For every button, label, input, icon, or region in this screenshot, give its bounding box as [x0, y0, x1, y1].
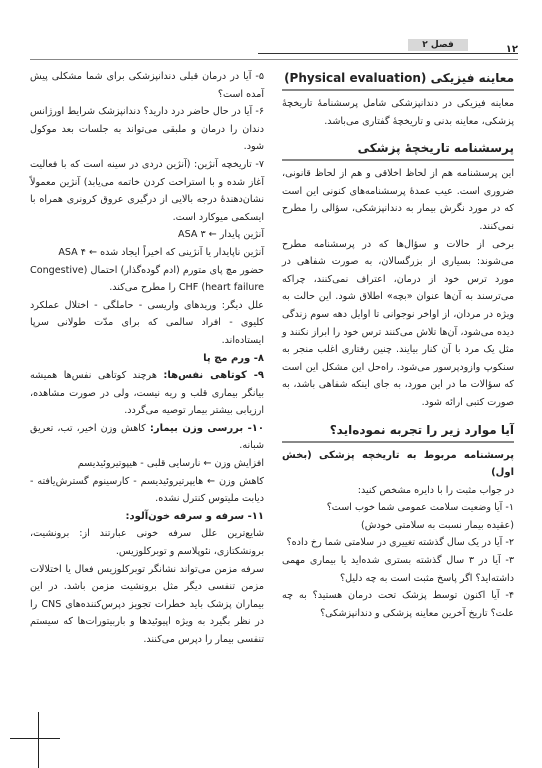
weight-loss: کاهش وزن ← هایپرتیروئیدیسم - کارسینوم گسترش‌یافته - دیابت ملیتوس کنترل نشده. [30, 475, 264, 505]
question-label: ۱۰- بررسی وزن بیمار: [149, 422, 264, 434]
question-item [30, 420, 264, 455]
heading-underline [282, 441, 514, 443]
left-column [30, 68, 264, 649]
question-item: ۵- آیا در درمان قبلی دندانپزشکی برای شما مشکلی پیش آمده است؟ [30, 71, 264, 100]
section-title: معاینه فیزیکی (Physical evaluation) [284, 71, 514, 85]
question-item: ۶- آیا در حال حاضر درد دارید؟ دندانپزشک شرایط اورژانس دندان را درمان و ملبقی می‌تواند به جلسات بعد موکول شود. [30, 106, 264, 153]
page-number: ۱۲ [505, 44, 518, 55]
paragraph: حضور مچ پای متورم (ادم گوده‌گذار) احتمال (Congestive heart failure) CHF را مطرح می‌کند. [30, 264, 264, 294]
paragraph: علل دیگر: وریدهای واریسی - حاملگی - اختلال عملکرد کلیوی - افراد سالمی که برای مدّت طولانی سرپا ایستاده‌اند. [30, 299, 264, 346]
paragraph: شایع‌ترین علل سرفه خونی عبارتند از: برونشیت، برونشکتازی، نئوپلاسم و توبرکلوزیس. [30, 528, 264, 558]
crop-mark [38, 712, 39, 768]
heading-underline [282, 159, 514, 161]
question-item: ۳- آیا در ۳ سال گذشته بستری شده‌اید یا بیماری مهمی داشته‌اید؟ اگر پاسخ مثبت است به چه دلیل؟ [282, 555, 514, 584]
question-item: ۱۱- سرفه و سرفه خون‌آلود: [125, 510, 264, 522]
form-title: پرسشنامه مربوط به تاریخچه پزشکی (بخش اول) [282, 449, 514, 479]
crop-mark [10, 738, 60, 739]
form-intro: در جواب مثبت را با دایره مشخص کنید: [357, 484, 514, 496]
angina-stable: آنژین پایدار ← ASA ۳ [178, 229, 264, 241]
question-text: هرچند کوتاهی نفس‌ها همیشه بیانگر بیماری قلب و ریه نیست، ولی در صورت مشاهده، ارزیابی بیشتر بیمار توصیه می‌گردد. [30, 370, 264, 417]
paragraph: این پرسشنامه هم از لحاظ اخلاقی و هم از لحاظ قانونی، ضروری است. عیب عمدهٔ پرسشنامه‌های کنونی این است که در مورد نگرش بیمار به دندانپزشکی، سؤالی را مطرح نمی‌کنند. [282, 168, 514, 232]
paragraph: معاینه فیزیکی در دندانپزشکی شامل پرسشنامهٔ تاریخچهٔ پزشکی، معاینه بدنی و تاریخچهٔ گفتاری می‌باشد. [282, 98, 514, 127]
section-title: آیا موارد زیر را تجربه نموده‌اید؟ [329, 422, 514, 437]
question-item: ۷- تاریخچه آنژین: (آنژین دردی در سینه است که با فعالیت آغاز شده و با استراحت کردن خاتمه می‌یابد) آنژین معمولاً نشان‌دهندهٔ درجه بالایی از درگیری عروق کرونری همراه با ایسکمی میوکارد است. [30, 158, 264, 223]
angina-unstable: آنژین ناپایدار یا آنژینی که اخیراً ایجاد شده ← ASA ۴ [58, 246, 264, 258]
section-heading-physical [282, 68, 514, 91]
question-item [30, 367, 264, 420]
heading-underline [282, 89, 514, 91]
section-title: پرسشنامه تاریخچهٔ پزشکی [357, 141, 514, 156]
question-item: ۸- ورم مچ پا [203, 352, 264, 364]
question-item: ۴- آیا اکنون توسط پزشک تحت درمان هستید؟ به چه علت؟ تاریخ آخرین معاینه پزشکی و دندانپزشکی؟ [282, 590, 514, 619]
question-item: ۱- آیا وضعیت سلامت عمومی شما خوب است؟ [326, 502, 514, 514]
paragraph: سرفه مزمن می‌تواند نشانگر توبرکلوزیس فعال یا اختلالات مزمن تنفسی دیگر مثل برونشیت مزمن باشد. در این بیماران پزشک باید خطرات تجویز دپرس‌کننده‌های CNS را در نظر بگیرد به ویژه اپیوئیدها و باربیتورات‌ها که سیستم تنفسی بیمار را دپرس می‌کنند. [30, 563, 264, 645]
header-divider [30, 59, 518, 60]
paragraph: برخی از حالات و سؤال‌ها که در پرسشنامه مطرح می‌شوند: بسیاری از بزرگسالان، به صورت شفاهی در مورد ترس خود از درمان، اعتراف نمی‌کنند، چراکه می‌ترسند به آن‌ها عنوان «بچه» اطلاق شود. این حالت به ویژه در مردان، از اواخر نوجوانی تا اوایل دهه سوم زندگی دیده می‌شود، آن‌ها تلاش می‌کنند ترس خود را ابراز نکنند و مثل یک مرد با آن کنار بیایند. چنین رفتاری اغلب منجر به سنکوپ وازودپرسور می‌شود. راه‌حل این مشکل این است که سؤالات ما در این مورد، به جای اینکه شفاهی باشد، به صورت کتبی ارائه شود. [282, 238, 514, 408]
weight-gain: افزایش وزن ← نارسایی قلبی - هیپوتیروئیدیسم [77, 458, 264, 470]
question-item: ۲- آیا در یک سال گذشته تغییری در سلامتی شما رخ داده؟ [286, 537, 514, 549]
right-column [282, 68, 514, 622]
question-label: ۹- کوتاهی نفس‌ها: [163, 370, 264, 382]
chapter-label: فصل ۲ [408, 39, 468, 51]
question-text: کاهش وزن اخیر، تب، تعریق شبانه. [30, 422, 264, 452]
section-heading-history [282, 138, 514, 161]
question-note: (عقیده بیمار نسبت به سلامتی خودش) [361, 519, 514, 531]
section-heading-question [282, 420, 514, 443]
